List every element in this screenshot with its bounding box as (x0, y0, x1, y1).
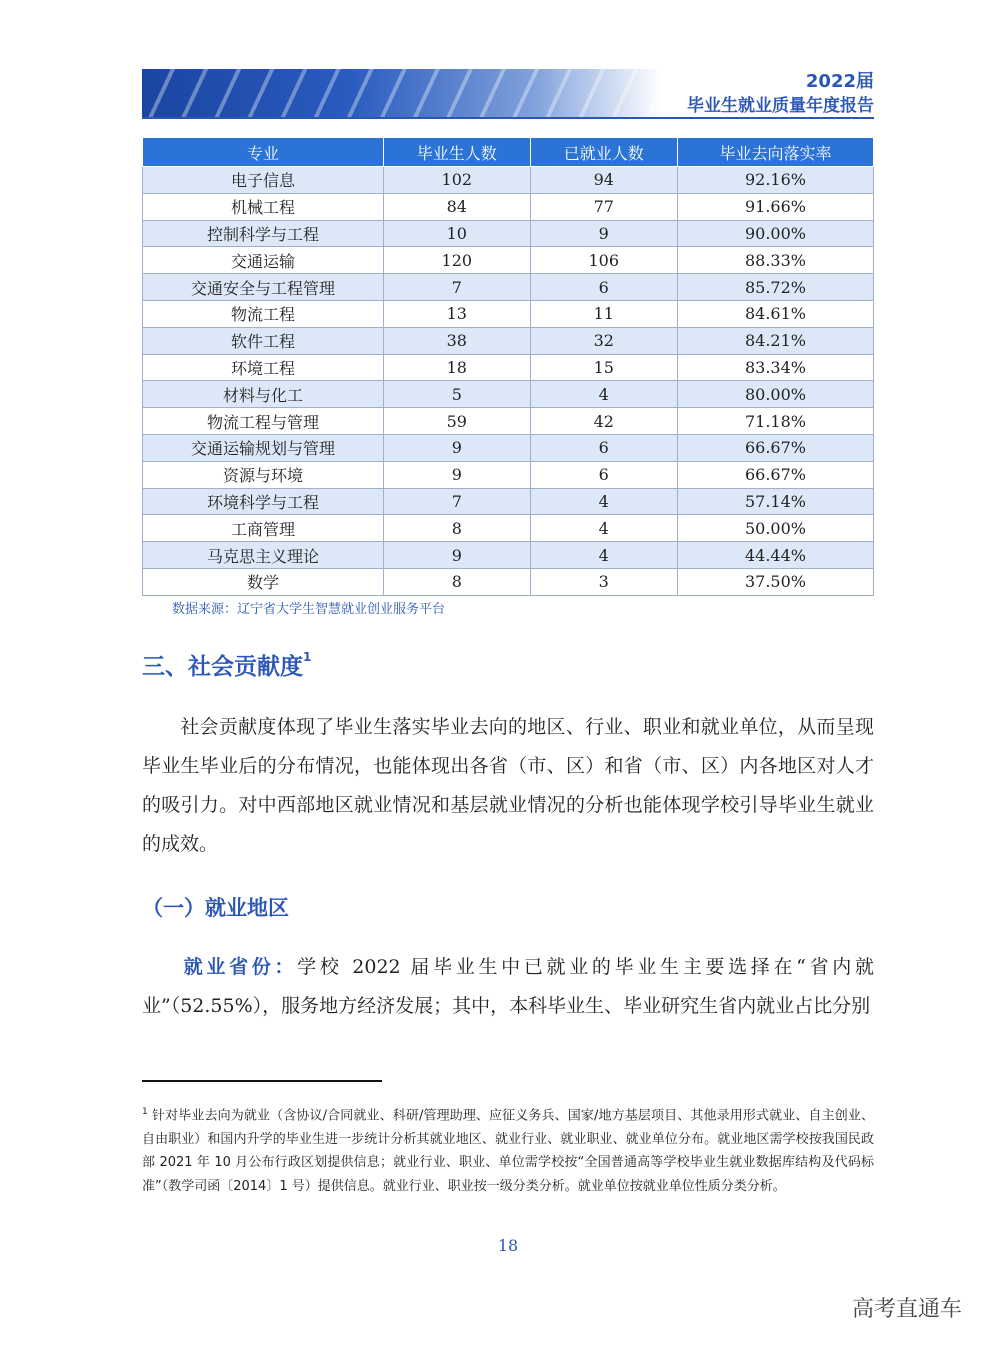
cell-graduates: 8 (384, 515, 530, 542)
cell-rate: 37.50% (677, 568, 873, 595)
table-row (143, 167, 874, 194)
table-row (143, 568, 874, 595)
cell-rate: 84.61% (677, 300, 873, 327)
cell-employed: 77 (530, 193, 677, 220)
cell-rate: 84.21% (677, 327, 873, 354)
cell-graduates: 102 (384, 167, 530, 194)
major-employment-table (142, 137, 874, 596)
table-row (143, 515, 874, 542)
cell-rate: 44.44% (677, 542, 873, 569)
table-row (143, 354, 874, 381)
cell-rate: 66.67% (677, 434, 873, 461)
cell-rate: 71.18% (677, 408, 873, 435)
table-row (143, 434, 874, 461)
table-row (143, 381, 874, 408)
cell-employed: 4 (530, 488, 677, 515)
province-paragraph (142, 948, 874, 1026)
cell-graduates: 38 (384, 327, 530, 354)
cell-employed: 3 (530, 568, 677, 595)
cell-major: 马克思主义理论 (143, 542, 384, 569)
table-row (143, 488, 874, 515)
report-title: 毕业生就业质量年度报告 (687, 96, 874, 116)
column-header-major: 专业 (143, 138, 384, 167)
cell-rate: 91.66% (677, 193, 873, 220)
cell-graduates: 120 (384, 247, 530, 274)
table-row (143, 274, 874, 301)
footnote-divider (142, 1080, 382, 1082)
cell-graduates: 9 (384, 542, 530, 569)
table-row (143, 220, 874, 247)
table-row (143, 193, 874, 220)
header-banner (142, 69, 662, 117)
table-header-row (143, 138, 874, 167)
cell-major: 控制科学与工程 (143, 220, 384, 247)
cell-major: 物流工程 (143, 300, 384, 327)
cell-graduates: 18 (384, 354, 530, 381)
cell-major: 软件工程 (143, 327, 384, 354)
cell-graduates: 84 (384, 193, 530, 220)
cell-graduates: 5 (384, 381, 530, 408)
cell-major: 机械工程 (143, 193, 384, 220)
cell-employed: 94 (530, 167, 677, 194)
table-row (143, 542, 874, 569)
cell-major: 交通运输规划与管理 (143, 434, 384, 461)
cell-employed: 6 (530, 461, 677, 488)
intro-paragraph (142, 708, 874, 864)
cell-graduates: 8 (384, 568, 530, 595)
footnote (142, 1101, 874, 1198)
cell-major: 环境科学与工程 (143, 488, 384, 515)
report-header (687, 70, 874, 118)
cell-employed: 4 (530, 515, 677, 542)
data-source-note: 数据来源：辽宁省大学生智慧就业创业服务平台 (172, 602, 446, 617)
table-row (143, 327, 874, 354)
cell-employed: 42 (530, 408, 677, 435)
cell-rate: 57.14% (677, 488, 873, 515)
cell-graduates: 9 (384, 434, 530, 461)
cell-major: 资源与环境 (143, 461, 384, 488)
page-number: 18 (497, 1236, 519, 1255)
cell-employed: 4 (530, 381, 677, 408)
cell-graduates: 7 (384, 274, 530, 301)
cell-rate: 80.00% (677, 381, 873, 408)
table-row (143, 300, 874, 327)
cell-major: 交通运输 (143, 247, 384, 274)
province-paragraph-text: 学校 2022 届毕业生中已就业的毕业生主要选择在“省内就业”（52.55%），服务地方经济发展；其中，本科毕业生、毕业研究生省内就业占比分别 (142, 956, 874, 1017)
column-header-graduates: 毕业生人数 (384, 138, 530, 167)
cell-employed: 15 (530, 354, 677, 381)
cell-major: 电子信息 (143, 167, 384, 194)
watermark: 高考直通车 (852, 1297, 963, 1322)
cell-major: 环境工程 (143, 354, 384, 381)
cell-employed: 106 (530, 247, 677, 274)
intro-paragraph-text: 社会贡献度体现了毕业生落实毕业去向的地区、行业、职业和就业单位，从而呈现毕业生毕业后的分布情况，也能体现出各省（市、区）和省（市、区）内各地区对人才的吸引力。对中西部地区就业情况和基层就业情况的分析也能体现学校引导毕业生就业的成效。 (142, 716, 874, 855)
section-heading-text: 三、社会贡献度 (142, 654, 303, 680)
footnote-text: 针对毕业去向为就业（含协议/合同就业、科研/管理助理、应征义务兵、国家/地方基层项目、其他录用形式就业、自主创业、自由职业）和国内升学的毕业生进一步统计分析其就业地区、就业行业、就业职业、就业单位分布。就业地区需学校按我国民政部 2021 年 10 月公布行政区划提供信息；就业行业、职业、单位需学校按“全国普通高等学校毕业生就业数据库结构及代码标准”（教学司函〔2014〕1 号）提供信息。就业行业、职业按一级分类分析。就业单位按就业单位性质分类分析。 (142, 1108, 874, 1194)
cell-major: 交通安全与工程管理 (143, 274, 384, 301)
cell-rate: 88.33% (677, 247, 873, 274)
cell-major: 物流工程与管理 (143, 408, 384, 435)
province-lead: 就业省份： (180, 956, 298, 978)
cell-employed: 32 (530, 327, 677, 354)
cell-rate: 85.72% (677, 274, 873, 301)
column-header-employed: 已就业人数 (530, 138, 677, 167)
cell-employed: 9 (530, 220, 677, 247)
section-heading (142, 648, 311, 681)
table-row (143, 461, 874, 488)
cell-major: 材料与化工 (143, 381, 384, 408)
header-divider (142, 117, 874, 119)
cell-major: 数学 (143, 568, 384, 595)
cell-rate: 90.00% (677, 220, 873, 247)
footnote-reference: 1 (303, 650, 312, 664)
cell-employed: 11 (530, 300, 677, 327)
cell-major: 工商管理 (143, 515, 384, 542)
column-header-rate: 毕业去向落实率 (677, 138, 873, 167)
footnote-mark: 1 (142, 1107, 148, 1117)
cell-rate: 66.67% (677, 461, 873, 488)
table-row (143, 408, 874, 435)
cell-employed: 6 (530, 274, 677, 301)
cell-employed: 4 (530, 542, 677, 569)
cell-graduates: 10 (384, 220, 530, 247)
cell-graduates: 59 (384, 408, 530, 435)
cell-employed: 6 (530, 434, 677, 461)
cell-graduates: 9 (384, 461, 530, 488)
cell-rate: 83.34% (677, 354, 873, 381)
report-year: 2022届 (805, 71, 874, 92)
cell-graduates: 7 (384, 488, 530, 515)
cell-rate: 92.16% (677, 167, 873, 194)
cell-rate: 50.00% (677, 515, 873, 542)
subsection-heading: （一）就业地区 (142, 896, 289, 920)
cell-graduates: 13 (384, 300, 530, 327)
table-row (143, 247, 874, 274)
